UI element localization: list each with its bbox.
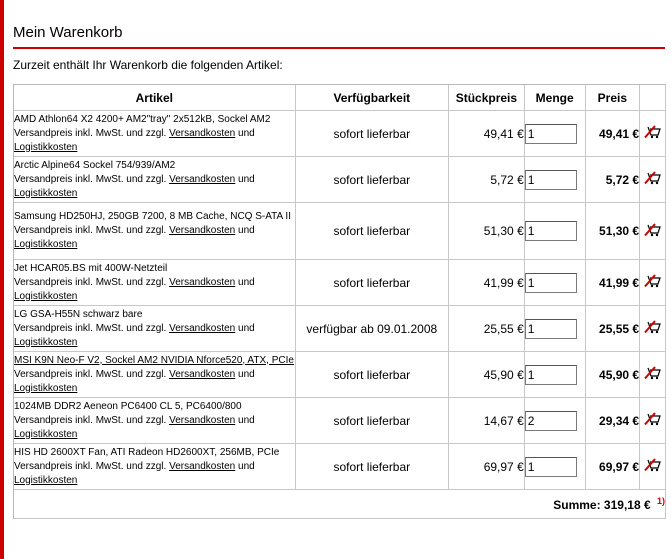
sum-footnote: 1) <box>656 496 665 506</box>
item-quantity-cell <box>525 352 586 398</box>
logistics-cost-link[interactable]: Logistikkosten <box>14 141 78 153</box>
item-shipping-and: und <box>238 225 255 236</box>
item-unit-price: 45,90 € <box>449 352 525 398</box>
header-article: Artikel <box>14 85 296 111</box>
quantity-input[interactable] <box>525 273 577 293</box>
cart-item-row <box>14 157 666 203</box>
item-article-cell <box>14 203 296 260</box>
cart-item-row <box>14 444 666 490</box>
logistics-cost-link[interactable]: Logistikkosten <box>14 474 78 486</box>
item-shipping-and: und <box>238 276 255 288</box>
cart-item-row <box>14 203 666 260</box>
item-article-cell <box>14 306 296 352</box>
item-remove-cell <box>640 111 666 157</box>
item-remove-cell <box>640 157 666 203</box>
cart-intro-text: Zurzeit enthält Ihr Warenkorb die folgenden Artikel: <box>13 58 283 72</box>
cart-item-row <box>14 306 666 352</box>
shipping-cost-link[interactable]: Versandkosten <box>169 173 236 185</box>
cart-item-row <box>14 352 666 398</box>
header-quantity: Menge <box>525 85 586 111</box>
item-article-cell <box>14 352 296 398</box>
item-name: Arctic Alpine64 Sockel 754/939/AM2 <box>14 159 176 171</box>
item-name: LG GSA-H55N schwarz bare <box>14 308 143 320</box>
item-article-cell <box>14 398 296 444</box>
cart-item-row <box>14 111 666 157</box>
shipping-cost-link[interactable]: Versandkosten <box>169 225 236 236</box>
cart-table <box>13 84 666 519</box>
item-availability: sofort lieferbar <box>296 203 449 260</box>
item-shipping-text: Versandpreis inkl. MwSt. und zzgl. <box>14 322 167 334</box>
page-title: Mein Warenkorb <box>13 24 123 41</box>
item-shipping-text: Versandpreis inkl. MwSt. und zzgl. <box>14 368 167 380</box>
cart-remove-icon <box>644 274 662 288</box>
item-availability: sofort lieferbar <box>296 398 449 444</box>
item-name: HIS HD 2600XT Fan, ATI Radeon HD2600XT, 256MB, PCIe <box>14 446 280 458</box>
remove-item-button[interactable] <box>644 171 662 188</box>
item-quantity-cell <box>525 398 586 444</box>
remove-item-button[interactable] <box>644 223 662 240</box>
quantity-input[interactable] <box>525 221 577 241</box>
cart-item-row <box>14 398 666 444</box>
item-unit-price: 49,41 € <box>449 111 525 157</box>
item-unit-price: 41,99 € <box>449 260 525 306</box>
cart-remove-icon <box>644 125 662 139</box>
item-shipping-text: Versandpreis inkl. MwSt. und zzgl. <box>14 173 167 185</box>
quantity-input[interactable] <box>525 319 577 339</box>
item-total-price: 51,30 € <box>586 203 641 260</box>
item-article-cell <box>14 157 296 203</box>
item-name: AMD Athlon64 X2 4200+ AM2"tray" 2x512kB, Sockel AM2 <box>14 113 271 125</box>
quantity-input[interactable] <box>525 411 577 431</box>
item-shipping-text: Versandpreis inkl. MwSt. und zzgl. <box>14 127 167 139</box>
item-article-cell <box>14 260 296 306</box>
quantity-input[interactable] <box>525 170 577 190</box>
item-shipping-and: und <box>238 127 255 139</box>
logistics-cost-link[interactable]: Logistikkosten <box>14 382 78 394</box>
item-total-price: 45,90 € <box>586 352 641 398</box>
item-remove-cell <box>640 398 666 444</box>
logistics-cost-link[interactable]: Logistikkosten <box>14 239 78 250</box>
item-total-price: 5,72 € <box>586 157 641 203</box>
remove-item-button[interactable] <box>644 125 662 142</box>
item-total-price: 49,41 € <box>586 111 641 157</box>
quantity-input[interactable] <box>525 457 577 477</box>
item-name: Jet HCAR05.BS mit 400W-Netzteil <box>14 262 168 274</box>
item-unit-price: 69,97 € <box>449 444 525 490</box>
sum-label: Summe: <box>553 498 601 512</box>
sum-value: 319,18 € <box>603 498 651 512</box>
cart-body <box>14 111 666 490</box>
sum-cell <box>14 490 666 519</box>
item-quantity-cell <box>525 444 586 490</box>
item-shipping-text: Versandpreis inkl. MwSt. und zzgl. <box>14 414 167 426</box>
item-availability: sofort lieferbar <box>296 111 449 157</box>
logistics-cost-link[interactable]: Logistikkosten <box>14 336 78 348</box>
shipping-cost-link[interactable]: Versandkosten <box>169 322 236 334</box>
cart-remove-icon <box>644 223 662 237</box>
item-name: Samsung HD250HJ, 250GB 7200, 8 MB Cache, NCQ S-ATA II <box>14 211 291 222</box>
item-quantity-cell <box>525 111 586 157</box>
shipping-cost-link[interactable]: Versandkosten <box>169 276 236 288</box>
cart-item-row <box>14 260 666 306</box>
shipping-cost-link[interactable]: Versandkosten <box>169 368 236 380</box>
cart-remove-icon <box>644 320 662 334</box>
item-shipping-and: und <box>238 414 255 426</box>
item-shipping-and: und <box>238 322 255 334</box>
item-remove-cell <box>640 260 666 306</box>
item-availability: sofort lieferbar <box>296 444 449 490</box>
item-quantity-cell <box>525 157 586 203</box>
item-unit-price: 25,55 € <box>449 306 525 352</box>
left-accent-bar <box>0 0 4 559</box>
item-shipping-and: und <box>238 368 255 380</box>
item-unit-price: 14,67 € <box>449 398 525 444</box>
quantity-input[interactable] <box>525 365 577 385</box>
remove-item-button[interactable] <box>644 458 662 475</box>
item-total-price: 41,99 € <box>586 260 641 306</box>
item-availability: sofort lieferbar <box>296 352 449 398</box>
header-price: Preis <box>586 85 641 111</box>
item-shipping-and: und <box>238 173 255 185</box>
cart-remove-icon <box>644 171 662 185</box>
cart-remove-icon <box>644 458 662 472</box>
sum-row <box>14 490 666 519</box>
item-article-cell <box>14 444 296 490</box>
item-remove-cell <box>640 306 666 352</box>
item-quantity-cell <box>525 306 586 352</box>
item-remove-cell <box>640 203 666 260</box>
header-action <box>640 85 666 111</box>
cart-remove-icon <box>644 412 662 426</box>
item-availability: sofort lieferbar <box>296 157 449 203</box>
logistics-cost-link[interactable]: Logistikkosten <box>14 187 78 199</box>
item-availability: sofort lieferbar <box>296 260 449 306</box>
logistics-cost-link[interactable]: Logistikkosten <box>14 290 78 302</box>
item-unit-price: 5,72 € <box>449 157 525 203</box>
cart-remove-icon <box>644 366 662 380</box>
header-availability: Verfügbarkeit <box>296 85 449 111</box>
item-availability: verfügbar ab 09.01.2008 <box>296 306 449 352</box>
item-name-link[interactable]: MSI K9N Neo-F V2, Sockel AM2 NVIDIA Nforce520, ATX, PCIe <box>14 354 294 366</box>
item-shipping-and: und <box>238 460 255 472</box>
shipping-cost-link[interactable]: Versandkosten <box>169 414 236 426</box>
item-remove-cell <box>640 444 666 490</box>
item-shipping-text: Versandpreis inkl. MwSt. und zzgl. <box>14 460 167 472</box>
logistics-cost-link[interactable]: Logistikkosten <box>14 428 78 440</box>
item-article-cell <box>14 111 296 157</box>
item-total-price: 69,97 € <box>586 444 641 490</box>
cart-header-row <box>14 85 666 111</box>
title-divider <box>13 47 665 49</box>
item-shipping-text: Versandpreis inkl. MwSt. und zzgl. <box>14 276 167 288</box>
item-name: 1024MB DDR2 Aeneon PC6400 CL 5, PC6400/800 <box>14 400 242 412</box>
remove-item-button[interactable] <box>644 274 662 291</box>
item-unit-price: 51,30 € <box>449 203 525 260</box>
item-remove-cell <box>640 352 666 398</box>
item-total-price: 29,34 € <box>586 398 641 444</box>
item-total-price: 25,55 € <box>586 306 641 352</box>
item-quantity-cell <box>525 260 586 306</box>
remove-item-button[interactable] <box>644 320 662 337</box>
header-unit-price: Stückpreis <box>449 85 525 111</box>
shipping-cost-link[interactable]: Versandkosten <box>169 127 236 139</box>
remove-item-button[interactable] <box>644 366 662 383</box>
item-shipping-text: Versandpreis inkl. MwSt. und zzgl. <box>14 225 167 236</box>
quantity-input[interactable] <box>525 124 577 144</box>
remove-item-button[interactable] <box>644 412 662 429</box>
shipping-cost-link[interactable]: Versandkosten <box>169 460 236 472</box>
item-quantity-cell <box>525 203 586 260</box>
